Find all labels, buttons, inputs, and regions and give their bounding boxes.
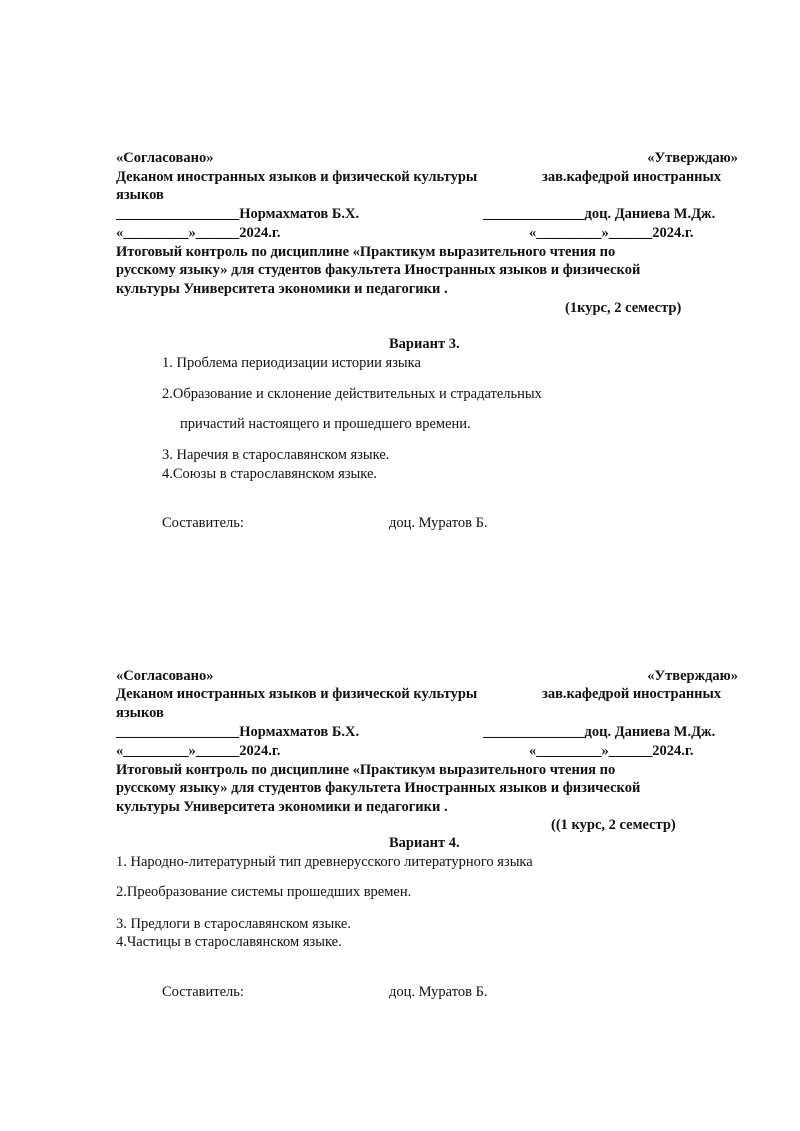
head-line-cont: языков	[116, 187, 164, 203]
date-left: «_________»______2024.г.	[116, 743, 281, 759]
head-line: зав.кафедрой иностранных	[542, 686, 722, 702]
approve-label: «Утверждаю»	[647, 150, 738, 166]
question-3: 3. Наречия в старославянском языке.	[162, 447, 390, 463]
dean-signature: _________________Нормахматов Б.Х.	[116, 206, 360, 222]
control-line-1: Итоговый контроль по дисциплине «Практикум выразительного чтения по	[116, 762, 616, 778]
question-3: 3. Предлоги в старославянском языке.	[116, 916, 351, 932]
dean-signature: _________________Нормахматов Б.Х.	[116, 724, 360, 740]
head-line: зав.кафедрой иностранных	[542, 169, 722, 185]
question-2: 2.Преобразование системы прошедших времен.	[116, 884, 412, 900]
variant-title: Вариант 3.	[389, 336, 460, 352]
head-signature: ______________доц. Даниева М.Дж.	[483, 206, 716, 222]
control-line-3: культуры Университета экономики и педагогики .	[116, 799, 448, 815]
dean-line: Деканом иностранных языков и физической культуры	[116, 169, 478, 185]
question-1: 1. Проблема периодизации истории языка	[162, 355, 421, 371]
head-line-cont: языков	[116, 705, 164, 721]
dean-line: Деканом иностранных языков и физической культуры	[116, 686, 478, 702]
course-label: (1курс, 2 семестр)	[565, 300, 682, 316]
question-4: 4.Союзы в старославянском языке.	[162, 466, 378, 482]
compiler-label: Составитель:	[162, 515, 244, 531]
compiler-label: Составитель:	[162, 984, 244, 1000]
question-4: 4.Частицы в старославянском языке.	[116, 934, 342, 950]
date-right: «_________»______2024.г.	[529, 225, 694, 241]
control-line-2: русскому языку» для студентов факультета Иностранных языков и физической	[116, 780, 641, 796]
question-1: 1. Народно-литературный тип древнерусского литературного языка	[116, 854, 533, 870]
control-line-1: Итоговый контроль по дисциплине «Практикум выразительного чтения по	[116, 244, 616, 260]
approved-label: «Согласовано»	[116, 150, 214, 166]
question-2: 2.Образование и склонение действительных и страдательных	[162, 386, 542, 402]
date-left: «_________»______2024.г.	[116, 225, 281, 241]
head-signature: ______________доц. Даниева М.Дж.	[483, 724, 716, 740]
control-line-3: культуры Университета экономики и педагогики .	[116, 281, 448, 297]
compiler-name: доц. Муратов Б.	[389, 984, 488, 1000]
control-line-2: русскому языку» для студентов факультета Иностранных языков и физической	[116, 262, 641, 278]
course-label: ((1 курс, 2 семестр)	[551, 817, 676, 833]
date-right: «_________»______2024.г.	[529, 743, 694, 759]
question-2-cont: причастий настоящего и прошедшего времени.	[180, 416, 471, 432]
approved-label: «Согласовано»	[116, 668, 214, 684]
variant-title: Вариант 4.	[389, 835, 460, 851]
compiler-name: доц. Муратов Б.	[389, 515, 488, 531]
approve-label: «Утверждаю»	[647, 668, 738, 684]
